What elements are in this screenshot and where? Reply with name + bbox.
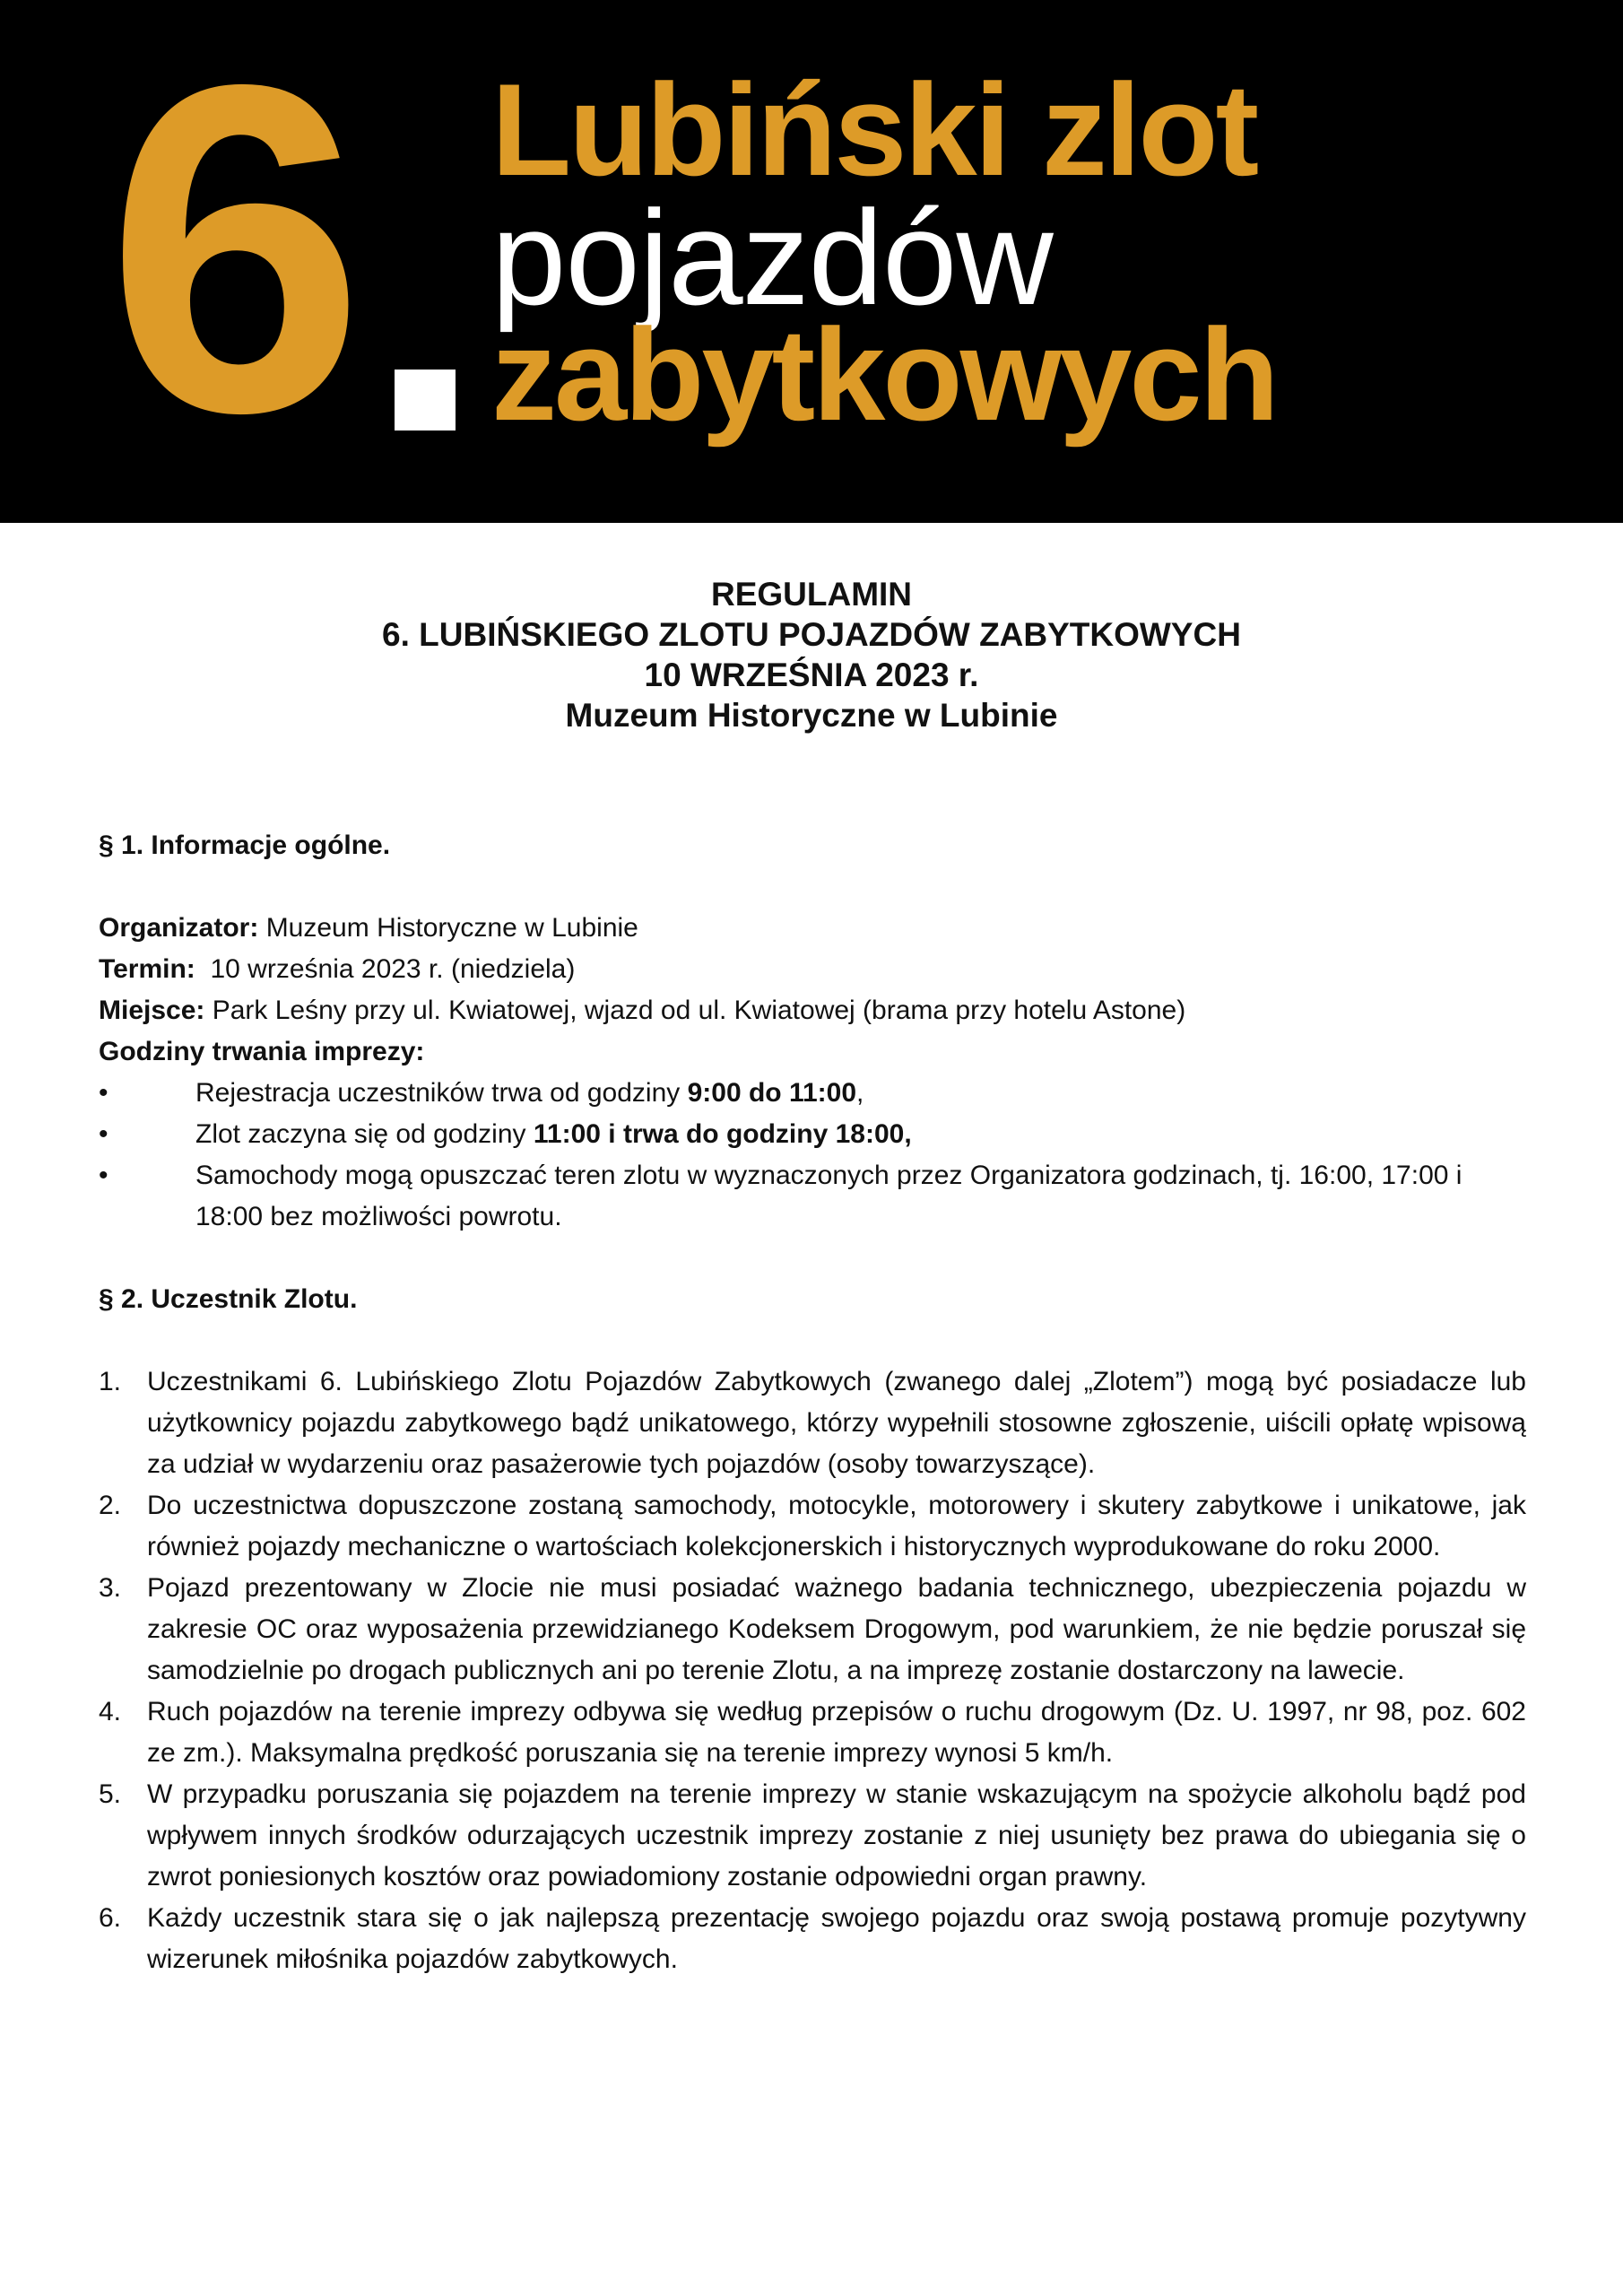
number-dot (395, 370, 456, 430)
list-item (99, 1155, 1526, 1238)
item-text: Pojazd prezentowany w Zlocie nie musi posiadać ważnego badania technicznego, ubezpieczenia pojazdu w zakresie OC oraz wyposażenia przewidzianego Kodeksem Drogowym, pod warunkiem, że nie będzie poruszał się samodzielnie po drogach publicznych ani po terenie Zlotu, a na imprezę zostanie dostarczony na lawecie. (147, 1573, 1526, 1685)
hours-label: Godziny trwania imprezy: (99, 1037, 425, 1066)
list-item (99, 1898, 1526, 1980)
bullet-text: Samochody mogą opuszczać teren zlotu w wyznaczonych przez Organizatora godzinach, tj. 16:00, 17:00 i 18:00 bez możliwości powrotu. (195, 1161, 1462, 1231)
list-item (99, 1073, 1526, 1114)
date-row (99, 949, 1526, 990)
item-text: W przypadku poruszania się pojazdem na terenie imprezy w stanie wskazującym na spożycie alkoholu bądź pod wpływem innych środków odurzających uczestnik imprezy zostanie z niej usunięty bez prawa do ubiegania się o zwrot poniesionych kosztów oraz powiadomiony zostanie odpowiedni organ prawny. (147, 1779, 1526, 1892)
header-banner (0, 0, 1623, 523)
item-text: Ruch pojazdów na terenie imprezy odbywa się według przepisów o ruchu drogowym (Dz. U. 1997, nr 98, poz. 602 ze zm.). Maksymalna prędkość poruszania się na terenie imprezy wynosi 5 km/h. (147, 1697, 1526, 1768)
item-number: 2. (99, 1491, 122, 1520)
banner-title-line-2: pojazdów (491, 182, 1053, 333)
date-label: Termin: (99, 954, 195, 984)
section-1-title: § 1. Informacje ogólne. (99, 831, 391, 860)
item-text: Uczestnikami 6. Lubińskiego Zlotu Pojazdów Zabytkowych (zwanego dalej „Zlotem”) mogą być posiadacze lub użytkownicy pojazdu zabytkowego bądź unikatowego, którzy wypełnili stosowne zgłoszenie, uiścili opłatę wpisową za udział w wydarzeniu oraz pasażerowie tych pojazdów (osoby towarzyszące). (147, 1367, 1526, 1479)
bullet-bold: 9:00 do 11:00 (687, 1078, 857, 1108)
item-number: 3. (99, 1573, 122, 1603)
date-value: 10 września 2023 r. (niedziela) (195, 954, 576, 984)
item-text: Każdy uczestnik stara się o jak najlepszą prezentację swojego pojazdu oraz swoją postawą promuje pozytywny wizerunek miłośnika pojazdów zabytkowych. (147, 1903, 1526, 1974)
bullet-bold: 11:00 i trwa do godziny 18:00, (533, 1119, 912, 1149)
heading-line-1: REGULAMIN (710, 576, 913, 613)
bullet-mark: • (99, 1161, 108, 1190)
place-label: Miejsce: (99, 996, 205, 1025)
item-number: 1. (99, 1367, 122, 1396)
item-text: Do uczestnictwa dopuszczone zostaną samochody, motocykle, motorowery i skutery zabytkowe i unikatowe, jak również pojazdy mechaniczne o wartościach kolekcjonerskich i historycznych wyprodukowane do roku 2000. (147, 1491, 1526, 1561)
item-number: 6. (99, 1903, 122, 1933)
heading-line-4: Muzeum Historyczne w Lubinie (565, 697, 1058, 734)
bullet-mark: • (99, 1119, 108, 1149)
participant-rules-list (99, 1361, 1526, 1980)
banner-title-line-3: zabytkowych (491, 301, 1277, 448)
place-value: Park Leśny przy ul. Kwiatowej, wjazd od ul. Kwiatowej (brama przy hotelu Astone) (204, 996, 1186, 1025)
bullet-tail: , (856, 1078, 864, 1108)
edition-number: 6 (106, 0, 357, 509)
hours-list (99, 1073, 1526, 1238)
bullet-text: Rejestracja uczestników trwa od godziny (195, 1078, 688, 1108)
hours-row (99, 1031, 1526, 1073)
organizer-row (99, 908, 1526, 949)
list-item (99, 1114, 1526, 1155)
heading-line-2: 6. LUBIŃSKIEGO ZLOTU POJAZDÓW ZABYTKOWYCH (382, 616, 1241, 653)
section-2-title: § 2. Uczestnik Zlotu. (99, 1284, 358, 1314)
place-row (99, 990, 1526, 1031)
list-item (99, 1485, 1526, 1568)
item-number: 5. (99, 1779, 122, 1809)
organizer-value: Muzeum Historyczne w Lubinie (258, 913, 638, 943)
list-item (99, 1692, 1526, 1774)
list-item (99, 1361, 1526, 1485)
document-body (99, 825, 1526, 1980)
bullet-text: Zlot zaczyna się od godziny (195, 1119, 534, 1149)
item-number: 4. (99, 1697, 122, 1726)
document-heading (0, 574, 1623, 735)
bullet-mark: • (99, 1078, 108, 1108)
heading-line-3: 10 WRZEŚNIA 2023 r. (644, 657, 979, 693)
list-item (99, 1568, 1526, 1692)
list-item (99, 1774, 1526, 1898)
organizer-label: Organizator: (99, 913, 259, 943)
banner-title-line-1: Lubiński zlot (491, 57, 1257, 203)
